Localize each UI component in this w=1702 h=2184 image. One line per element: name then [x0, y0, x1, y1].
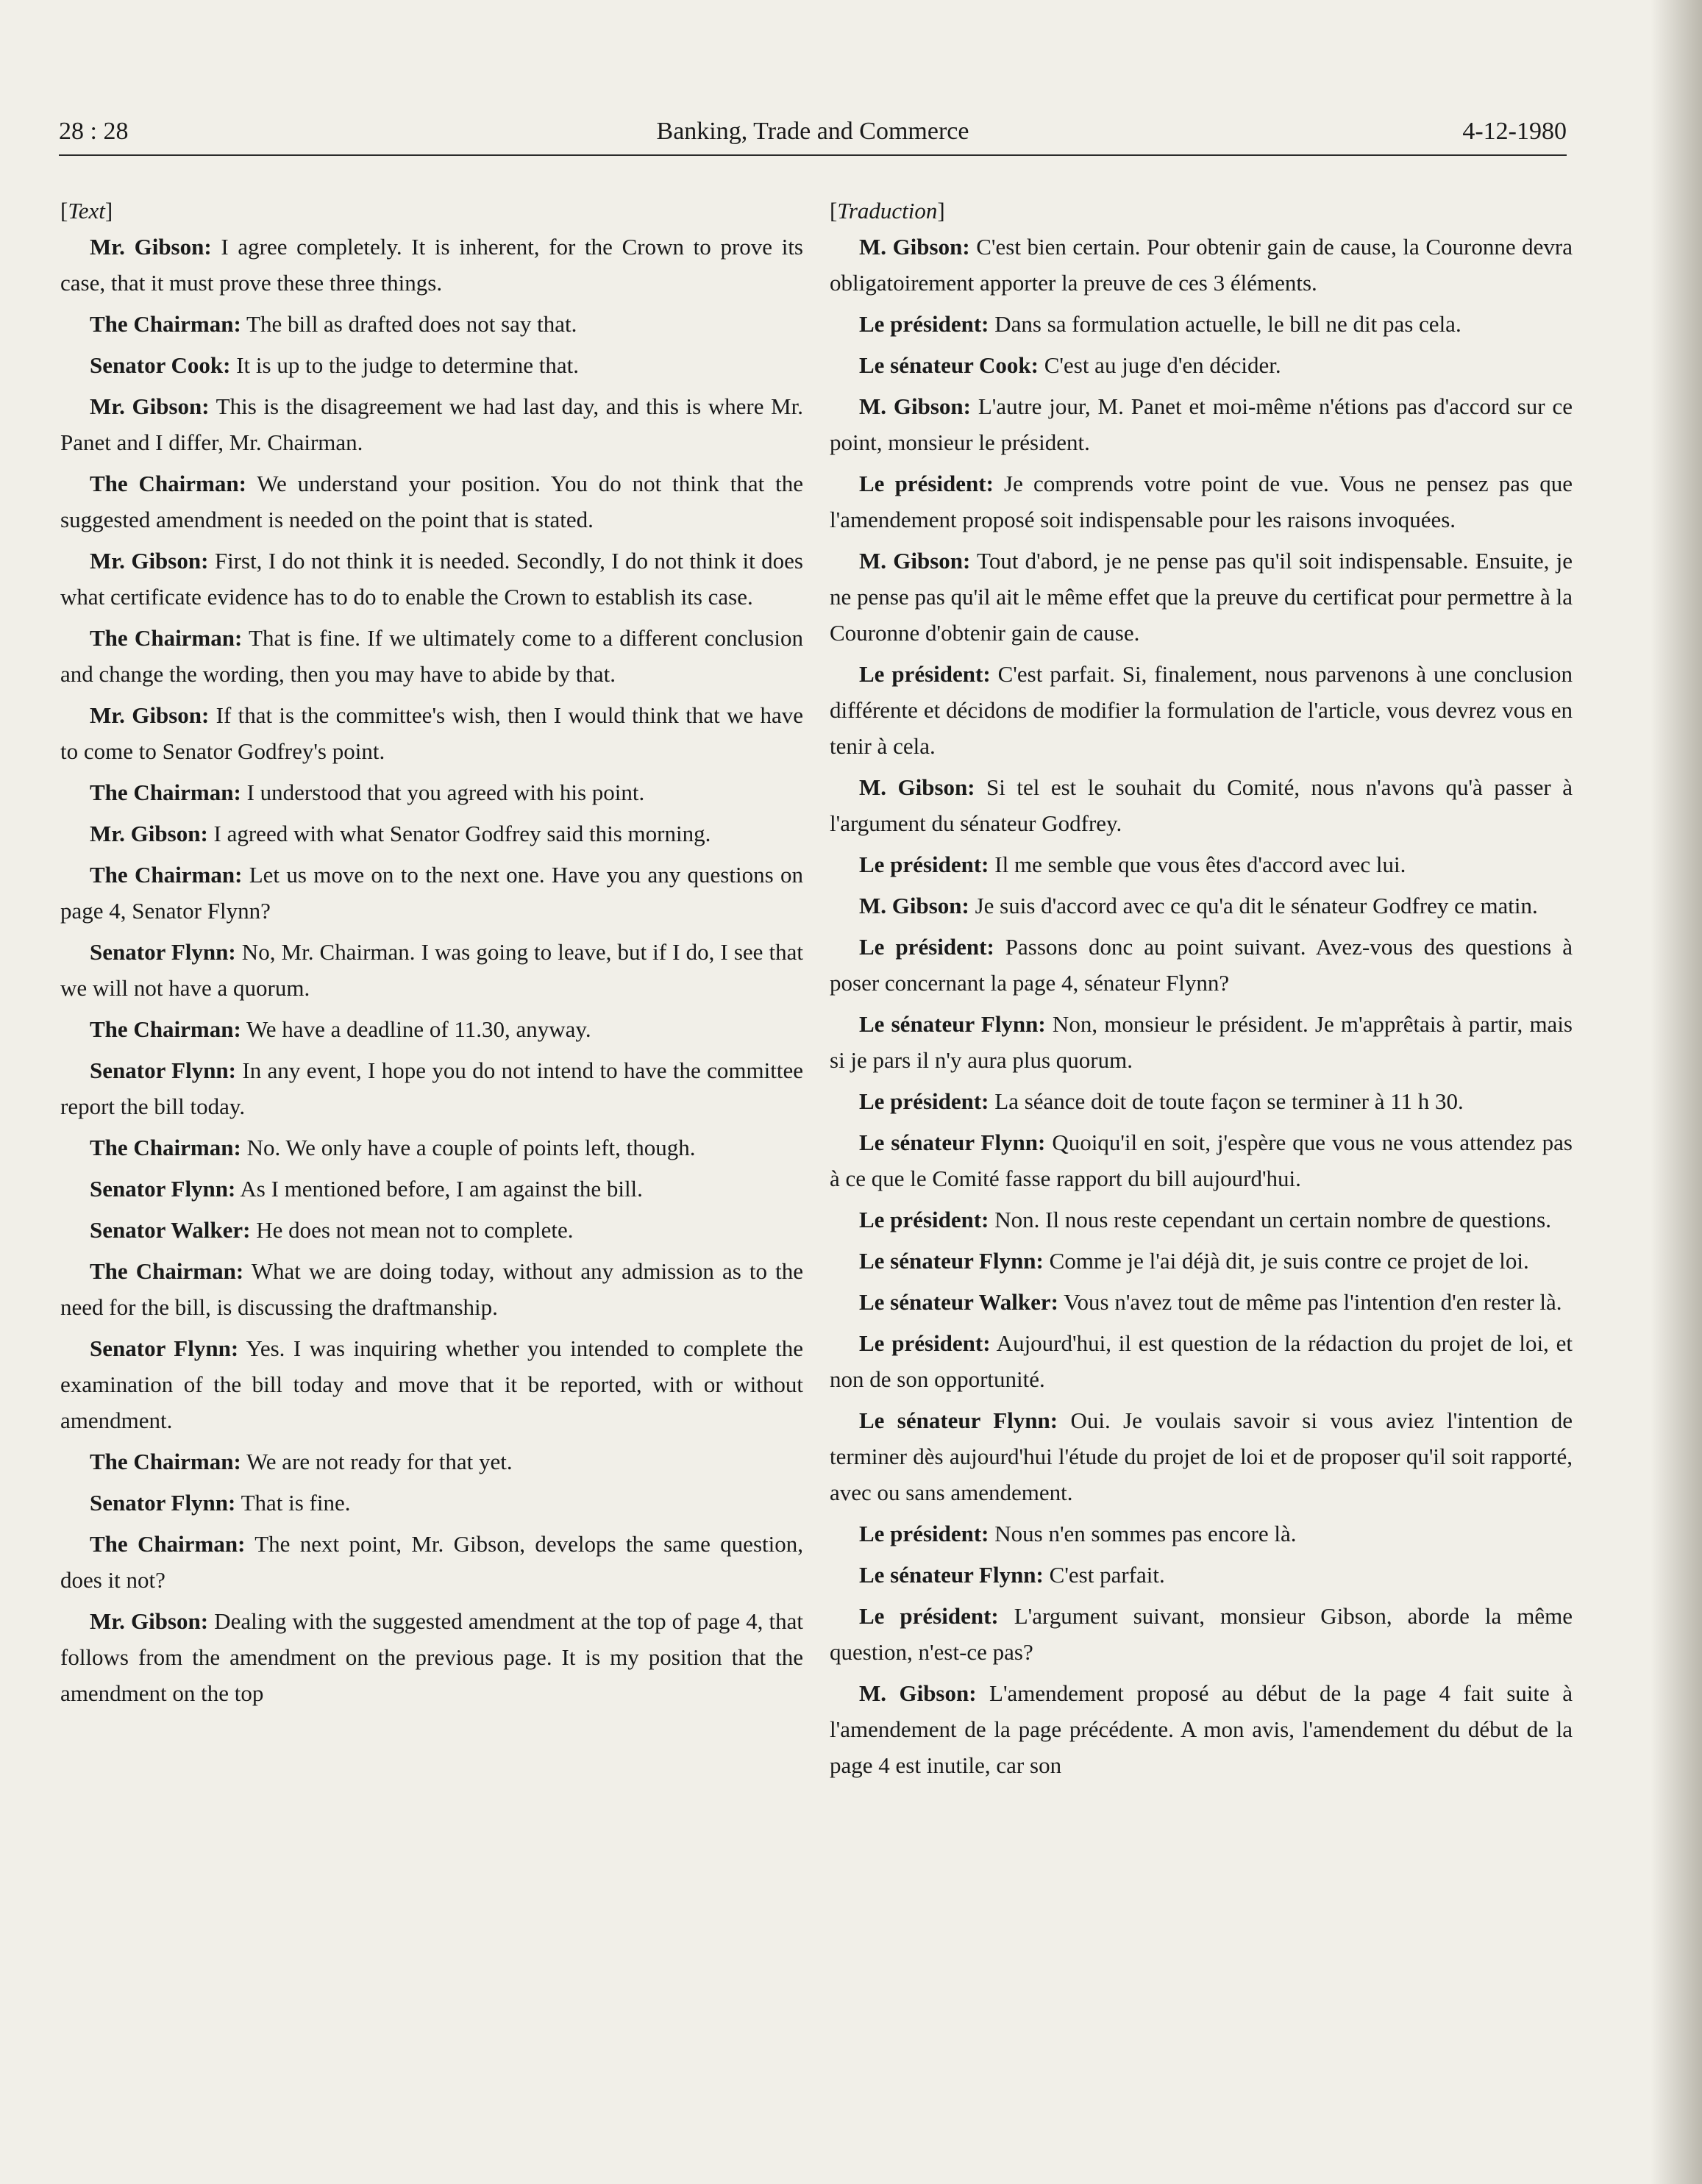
transcript-paragraph	[60, 388, 803, 460]
speaker-name: Le président:	[859, 1088, 989, 1114]
speaker-name: Senator Flynn:	[90, 1057, 237, 1083]
transcript-paragraph	[60, 1212, 803, 1248]
speech-text: Il me semble que vous êtes d'accord avec lui.	[989, 852, 1406, 877]
transcript-paragraph	[830, 229, 1573, 301]
speaker-name: Le président:	[859, 1330, 991, 1356]
speaker-name: Le sénateur Walker:	[859, 1289, 1058, 1315]
transcript-paragraph	[830, 1598, 1573, 1670]
speech-text: C'est au juge d'en décider.	[1038, 352, 1281, 378]
speaker-name: M. Gibson:	[859, 234, 970, 260]
transcript-paragraph	[60, 465, 803, 538]
speaker-name: The Chairman:	[90, 311, 241, 337]
speech-text: We have a deadline of 11.30, anyway.	[241, 1016, 591, 1042]
english-column	[60, 193, 803, 1716]
speaker-name: Senator Cook:	[90, 352, 231, 378]
transcript-paragraph	[830, 306, 1573, 342]
transcript-paragraph	[60, 347, 803, 383]
speaker-name: M. Gibson:	[859, 548, 971, 574]
transcript-paragraph	[60, 543, 803, 615]
transcript-paragraph	[830, 1325, 1573, 1397]
speaker-name: Le sénateur Flynn:	[859, 1407, 1058, 1433]
transcript-paragraph	[60, 306, 803, 342]
transcript-paragraph	[830, 543, 1573, 651]
speech-text: As I mentioned before, I am against the bill.	[235, 1176, 643, 1202]
transcript-paragraphs	[830, 229, 1573, 1783]
speech-text: C'est bien certain. Pour obtenir gain de cause, la Couronne devra obligatoirement apporter la preuve de ces 3 éléments.	[830, 234, 1573, 296]
speaker-name: M. Gibson:	[859, 893, 969, 918]
speech-text: Passons donc au point suivant. Avez-vous des questions à poser concernant la page 4, sénateur Flynn?	[830, 934, 1573, 996]
transcript-paragraph	[830, 888, 1573, 924]
speaker-name: The Chairman:	[90, 1449, 241, 1474]
speech-text: We are not ready for that yet.	[241, 1449, 513, 1474]
page-header	[59, 118, 1567, 154]
transcript-paragraphs	[60, 229, 803, 1711]
transcript-paragraph	[830, 1675, 1573, 1783]
transcript-paragraph	[830, 846, 1573, 882]
speech-text: We understand your position. You do not think that the suggested amendment is needed on the point that is stated.	[60, 471, 803, 532]
speaker-name: Le président:	[859, 1521, 989, 1546]
transcript-paragraph	[60, 1052, 803, 1124]
transcript-paragraph	[60, 1603, 803, 1711]
speaker-name: The Chairman:	[90, 779, 241, 805]
speech-text: Yes. I was inquiring whether you intended to complete the examination of the bill today and move that it be reported, with or without amendment.	[60, 1335, 804, 1433]
speaker-name: Le président:	[859, 852, 989, 877]
transcript-paragraph	[830, 929, 1573, 1001]
transcript-paragraph	[60, 1011, 803, 1047]
speaker-name: The Chairman:	[90, 625, 243, 651]
speaker-name: M. Gibson:	[859, 1680, 977, 1706]
transcript-paragraph	[60, 1526, 803, 1598]
speech-text: Nous n'en sommes pas encore là.	[989, 1521, 1297, 1546]
transcript-paragraph	[830, 1284, 1573, 1320]
speaker-name: The Chairman:	[90, 1135, 241, 1160]
speech-text: L'autre jour, M. Panet et moi-même n'étions pas d'accord sur ce point, monsieur le président.	[830, 393, 1573, 455]
transcript-paragraph	[830, 769, 1573, 841]
speaker-name: Senator Flynn:	[90, 1490, 236, 1516]
transcript-paragraph	[830, 388, 1573, 460]
speech-text: Let us move on to the next one. Have you any questions on page 4, Senator Flynn?	[60, 862, 803, 924]
speech-text: La séance doit de toute façon se terminer à 11 h 30.	[989, 1088, 1464, 1114]
speaker-name: The Chairman:	[90, 1531, 246, 1557]
speaker-name: The Chairman:	[90, 471, 246, 496]
speech-text: The next point, Mr. Gibson, develops the same question, does it not?	[60, 1531, 803, 1593]
speaker-name: Le sénateur Flynn:	[859, 1011, 1046, 1037]
speech-text: No, Mr. Chairman. I was going to leave, but if I do, I see that we will not have a quorum.	[60, 939, 803, 1001]
header-rule	[59, 154, 1567, 156]
speech-text: First, I do not think it is needed. Secondly, I do not think it does what certificate evidence has to do to enable the Crown to establish its case.	[60, 548, 803, 610]
speech-text: Non. Il nous reste cependant un certain nombre de questions.	[989, 1207, 1551, 1232]
speaker-name: Le sénateur Flynn:	[859, 1130, 1046, 1155]
column-tag: [Text]	[60, 198, 113, 224]
speaker-name: Mr. Gibson:	[90, 702, 210, 728]
transcript-paragraph	[60, 1130, 803, 1166]
transcript-paragraph	[830, 1202, 1573, 1238]
speaker-name: Senator Walker:	[90, 1217, 251, 1243]
transcript-paragraph	[60, 1485, 803, 1521]
speaker-name: Le sénateur Flynn:	[859, 1562, 1044, 1588]
page-edge-shadow	[1651, 0, 1702, 2184]
speech-text: C'est parfait. Si, finalement, nous parvenons à une conclusion différente et décidons de modifier la formulation de l'article, vous devrez vous en tenir à cela.	[830, 661, 1573, 759]
column-tag-label: Traduction	[837, 198, 938, 224]
speech-text: It is up to the judge to determine that.	[230, 352, 579, 378]
speech-text: I understood that you agreed with his point.	[241, 779, 645, 805]
transcript-paragraph	[830, 1516, 1573, 1552]
speaker-name: Mr. Gibson:	[90, 1608, 209, 1634]
speaker-name: Le sénateur Cook:	[859, 352, 1039, 378]
speaker-name: Mr. Gibson:	[90, 548, 209, 574]
speech-text: Dans sa formulation actuelle, le bill ne dit pas cela.	[989, 311, 1461, 337]
transcript-paragraph	[60, 1443, 803, 1480]
transcript-paragraph	[60, 697, 803, 769]
speaker-name: The Chairman:	[90, 862, 243, 888]
transcript-paragraph	[830, 1402, 1573, 1510]
speech-text: What we are doing today, without any admission as to the need for the bill, is discussing the draftmanship.	[60, 1258, 803, 1320]
transcript-paragraph	[830, 1124, 1573, 1196]
speaker-name: Senator Flynn:	[90, 1335, 239, 1361]
transcript-paragraph	[60, 1330, 803, 1438]
speaker-name: Senator Flynn:	[90, 939, 236, 965]
speech-text: C'est parfait.	[1043, 1562, 1165, 1588]
page-number: 28 : 28	[59, 118, 129, 145]
transcript-paragraph	[830, 465, 1573, 538]
transcript-paragraph	[830, 1557, 1573, 1593]
transcript-paragraph	[60, 620, 803, 692]
transcript-paragraph	[830, 1006, 1573, 1078]
column-tag-label: Text	[68, 198, 105, 224]
speaker-name: Senator Flynn:	[90, 1176, 236, 1202]
speaker-name: Le président:	[859, 311, 989, 337]
speech-text: This is the disagreement we had last day, and this is where Mr. Panet and I differ, Mr. Chairman.	[60, 393, 803, 455]
speaker-name: Le président:	[859, 1603, 999, 1629]
speech-text: Non, monsieur le président. Je m'apprêtais à partir, mais si je pars il n'y aura plus quorum.	[830, 1011, 1573, 1073]
speech-text: If that is the committee's wish, then I would think that we have to come to Senator Godfrey's point.	[60, 702, 803, 764]
speech-text: Je suis d'accord avec ce qu'a dit le sénateur Godfrey ce matin.	[969, 893, 1538, 918]
speech-text: Oui. Je voulais savoir si vous aviez l'intention de terminer dès aujourd'hui l'étude du projet de loi et de proposer qu'il soit rapporté, avec ou sans amendement.	[830, 1407, 1573, 1505]
speech-text: The bill as drafted does not say that.	[241, 311, 577, 337]
speaker-name: The Chairman:	[90, 1016, 241, 1042]
transcript-paragraph	[830, 656, 1573, 764]
transcript-paragraph	[60, 1253, 803, 1325]
speech-text: L'amendement proposé au début de la page 4 fait suite à l'amendement de la page précédente. A mon avis, l'amendement du début de la page 4 est inutile, car son	[830, 1680, 1573, 1778]
transcript-paragraph	[830, 1243, 1573, 1279]
speaker-name: Mr. Gibson:	[90, 234, 212, 260]
speaker-name: Le président:	[859, 661, 991, 687]
speaker-name: Le président:	[859, 1207, 989, 1232]
speech-text: Si tel est le souhait du Comité, nous n'avons qu'à passer à l'argument du sénateur Godfrey.	[830, 774, 1573, 836]
speaker-name: Le président:	[859, 934, 994, 960]
speech-text: That is fine. If we ultimately come to a different conclusion and change the wording, then you may have to abide by that.	[60, 625, 803, 687]
speech-text: He does not mean not to complete.	[250, 1217, 574, 1243]
speech-text: Dealing with the suggested amendment at the top of page 4, that follows from the amendment on the previous page. It is my position that the amendment on the top	[60, 1608, 803, 1706]
transcript-paragraph	[60, 1171, 803, 1207]
speaker-name: M. Gibson:	[859, 774, 975, 800]
speaker-name: Mr. Gibson:	[90, 821, 208, 846]
transcript-paragraph	[60, 816, 803, 852]
speech-text: L'argument suivant, monsieur Gibson, aborde la même question, n'est-ce pas?	[830, 1603, 1573, 1665]
speech-text: Tout d'abord, je ne pense pas qu'il soit indispensable. Ensuite, je ne pense pas qu'il ait le même effet que la preuve du certificat pour permettre à la Couronne d'obtenir gain de cause.	[830, 548, 1573, 646]
transcript-paragraph	[60, 774, 803, 810]
transcript-paragraph	[830, 347, 1573, 383]
transcript-paragraph	[60, 857, 803, 929]
column-tag: [Traduction]	[830, 198, 945, 224]
speech-text: Vous n'avez tout de même pas l'intention d'en rester là.	[1058, 1289, 1562, 1315]
transcript-paragraph	[60, 229, 803, 301]
speech-text: I agree completely. It is inherent, for the Crown to prove its case, that it must prove these three things.	[60, 234, 803, 296]
speaker-name: M. Gibson:	[859, 393, 971, 419]
speech-text: Quoiqu'il en soit, j'espère que vous ne vous attendez pas à ce que le Comité fasse rapport du bill aujourd'hui.	[830, 1130, 1573, 1191]
transcript-paragraph	[830, 1083, 1573, 1119]
speaker-name: Le président:	[859, 471, 994, 496]
speech-text: Je comprends votre point de vue. Vous ne pensez pas que l'amendement proposé soit indispensable pour les raisons invoquées.	[830, 471, 1573, 532]
speech-text: That is fine.	[235, 1490, 351, 1516]
transcript-paragraph	[60, 934, 803, 1006]
speech-text: I agreed with what Senator Godfrey said this morning.	[207, 821, 711, 846]
page-date: 4-12-1980	[1462, 118, 1567, 145]
speech-text: No. We only have a couple of points left, though.	[241, 1135, 696, 1160]
speaker-name: Le sénateur Flynn:	[859, 1248, 1044, 1274]
speaker-name: The Chairman:	[90, 1258, 244, 1284]
speech-text: Comme je l'ai déjà dit, je suis contre ce projet de loi.	[1043, 1248, 1529, 1274]
french-column	[830, 193, 1573, 1788]
speech-text: Aujourd'hui, il est question de la rédaction du projet de loi, et non de son opportunité.	[830, 1330, 1573, 1392]
speech-text: In any event, I hope you do not intend to have the committee report the bill today.	[60, 1057, 803, 1119]
page-title: Banking, Trade and Commerce	[656, 118, 969, 145]
speaker-name: Mr. Gibson:	[90, 393, 210, 419]
